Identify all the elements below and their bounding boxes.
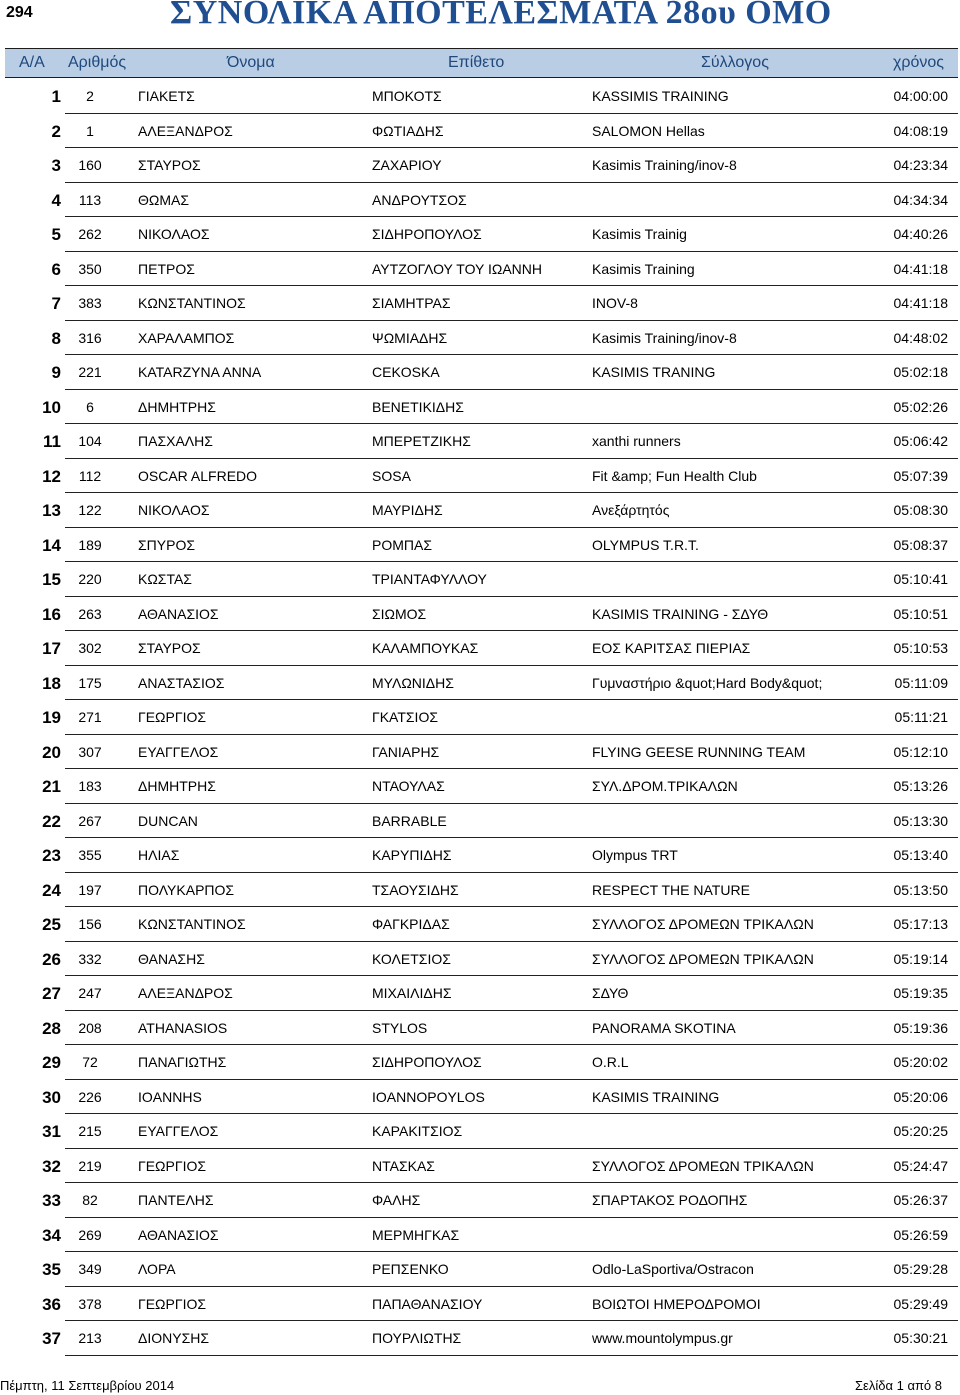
first-name: ΑΛΕΞΑΝΔΡΟΣ bbox=[138, 122, 233, 139]
last-name: ΣΙΔΗΡΟΠΟΥΛΟΣ bbox=[372, 1054, 482, 1070]
column-header-first-name: Όνομα bbox=[227, 54, 275, 71]
table-row bbox=[5, 976, 958, 1011]
last-name: ΦΩΤΙΑΔΗΣ bbox=[372, 122, 444, 139]
first-name: KATARZYNA ANNA bbox=[138, 364, 262, 380]
position-number: 24 bbox=[42, 880, 61, 900]
last-name: ΓΑΝΙΑΡΗΣ bbox=[372, 743, 440, 760]
table-row bbox=[5, 942, 958, 977]
last-name: ΜΙΧΑΙΛΙΔΗΣ bbox=[372, 985, 452, 1001]
bib-number: 226 bbox=[78, 1088, 102, 1105]
club-name: ΣΔΥΘ bbox=[592, 985, 629, 1001]
club-name: KASIMIS TRAINING - ΣΔΥΘ bbox=[592, 605, 769, 622]
club-name: ΣΠΑΡΤΑΚΟΣ ΡΟΔΟΠΗΣ bbox=[592, 1192, 748, 1208]
bib-number: 262 bbox=[78, 226, 102, 242]
bib-number: 332 bbox=[78, 950, 102, 967]
last-name: ΜΠΟΚΟΤΣ bbox=[372, 88, 442, 104]
club-name: RESPECT THE NATURE bbox=[592, 881, 750, 898]
last-name: SOSA bbox=[372, 467, 411, 484]
finish-time: 05:20:06 bbox=[893, 1088, 948, 1105]
first-name: ΣΠΥΡΟΣ bbox=[138, 536, 195, 553]
bib-number: 197 bbox=[78, 881, 102, 898]
position-number: 18 bbox=[42, 673, 61, 693]
results-table bbox=[5, 79, 958, 1356]
club-name: O.R.L bbox=[592, 1054, 629, 1070]
last-name: ΣΙΩΜΟΣ bbox=[372, 605, 427, 622]
last-name: ΚΟΛΕΤΣΙΟΣ bbox=[372, 950, 451, 967]
bib-number: 271 bbox=[78, 709, 102, 725]
last-name: STYLOS bbox=[372, 1019, 428, 1036]
first-name: ΕΥΑΓΓΕΛΟΣ bbox=[138, 743, 219, 760]
position-number: 15 bbox=[42, 570, 61, 589]
position-number: 32 bbox=[42, 1156, 61, 1176]
position-number: 10 bbox=[42, 397, 61, 417]
bib-number: 215 bbox=[78, 1123, 102, 1139]
table-row bbox=[5, 1114, 958, 1149]
column-header-aa: Α/Α bbox=[19, 54, 45, 71]
bib-number: 189 bbox=[78, 536, 102, 553]
table-row bbox=[5, 1045, 958, 1080]
club-name: www.mountolympus.gr bbox=[592, 1330, 733, 1346]
club-name: FLYING GEESE RUNNING TEAM bbox=[592, 743, 806, 760]
position-number: 14 bbox=[42, 535, 61, 555]
position-number: 25 bbox=[42, 915, 61, 934]
bib-number: 82 bbox=[82, 1192, 98, 1208]
first-name: ΣΤΑΥΡΟΣ bbox=[138, 157, 201, 173]
table-row bbox=[5, 1080, 958, 1115]
club-name: INOV-8 bbox=[592, 295, 638, 311]
first-name: IOANNHS bbox=[138, 1088, 202, 1105]
first-name: ΝΙΚΟΛΑΟΣ bbox=[138, 502, 210, 518]
first-name: ΑΘΑΝΑΣΙΟΣ bbox=[138, 1226, 219, 1243]
first-name: ΑΝΑΣΤΑΣΙΟΣ bbox=[138, 674, 225, 691]
bib-number: 156 bbox=[78, 916, 102, 932]
first-name: ΑΘΑΝΑΣΙΟΣ bbox=[138, 605, 219, 622]
last-name: ΖΑΧΑΡΙΟΥ bbox=[372, 157, 442, 173]
finish-time: 05:10:51 bbox=[893, 605, 948, 622]
table-row bbox=[5, 217, 958, 252]
last-name: ΑΥΤΖΟΓΛΟΥ ΤΟΥ ΙΩΑΝΝΗ bbox=[372, 260, 543, 277]
bib-number: 208 bbox=[78, 1019, 102, 1036]
bib-number: 104 bbox=[78, 433, 102, 449]
bib-number: 160 bbox=[78, 157, 102, 173]
first-name: ΑΛΕΞΑΝΔΡΟΣ bbox=[138, 985, 233, 1001]
first-name: ΣΤΑΥΡΟΣ bbox=[138, 640, 201, 656]
position-number: 23 bbox=[42, 846, 61, 865]
finish-time: 05:26:59 bbox=[893, 1226, 948, 1243]
finish-time: 05:08:37 bbox=[893, 536, 948, 553]
club-name: ΣΥΛΛΟΓΟΣ ΔΡΟΜΕΩΝ ΤΡΙΚΑΛΩΝ bbox=[592, 916, 814, 932]
finish-time: 05:30:21 bbox=[893, 1330, 948, 1346]
last-name: ΣΙΔΗΡΟΠΟΥΛΟΣ bbox=[372, 226, 482, 242]
first-name: ATHANASIOS bbox=[138, 1019, 228, 1036]
table-row bbox=[5, 355, 958, 390]
last-name: CEKOSKA bbox=[372, 364, 440, 380]
table-row bbox=[5, 873, 958, 908]
bib-number: 221 bbox=[78, 364, 102, 380]
first-name: OSCAR ALFREDO bbox=[138, 467, 258, 484]
club-name: Kasimis Trainig bbox=[592, 226, 687, 242]
club-name: KASIMIS TRANING bbox=[592, 364, 716, 380]
first-name: DUNCAN bbox=[138, 812, 198, 829]
first-name: ΠΟΛΥΚΑΡΠΟΣ bbox=[138, 881, 235, 898]
bib-number: 6 bbox=[86, 398, 94, 415]
finish-time: 05:17:13 bbox=[893, 916, 948, 932]
first-name: ΚΩΣΤΑΣ bbox=[138, 571, 192, 587]
position-number: 30 bbox=[42, 1087, 61, 1107]
table-row bbox=[5, 804, 958, 839]
finish-time: 04:08:19 bbox=[893, 122, 948, 139]
table-row bbox=[5, 769, 958, 804]
position-number: 9 bbox=[51, 363, 61, 382]
last-name: ΝΤΑΟΥΛΑΣ bbox=[372, 778, 445, 794]
table-row bbox=[5, 390, 958, 425]
last-name: ΦΑΛΗΣ bbox=[372, 1192, 421, 1208]
bib-number: 219 bbox=[78, 1157, 102, 1174]
position-number: 20 bbox=[42, 742, 61, 762]
last-name: ΚΑΡΥΠΙΔΗΣ bbox=[372, 847, 452, 863]
position-number: 37 bbox=[42, 1329, 61, 1348]
finish-time: 04:48:02 bbox=[893, 329, 948, 346]
bib-number: 349 bbox=[78, 1261, 102, 1277]
finish-time: 05:12:10 bbox=[893, 743, 948, 760]
finish-time: 05:13:40 bbox=[893, 847, 948, 863]
table-row bbox=[5, 286, 958, 321]
finish-time: 05:19:14 bbox=[893, 950, 948, 967]
position-number: 27 bbox=[42, 984, 61, 1003]
position-number: 35 bbox=[42, 1260, 61, 1279]
position-number: 4 bbox=[51, 190, 61, 210]
club-name: ΕΟΣ ΚΑΡΙΤΣΑΣ ΠΙΕΡΙΑΣ bbox=[592, 640, 751, 656]
position-number: 31 bbox=[42, 1122, 61, 1141]
position-number: 16 bbox=[42, 604, 61, 624]
position-number: 7 bbox=[51, 294, 61, 313]
table-row bbox=[5, 1183, 958, 1218]
last-name: ΠΟΥΡΛΙΩΤΗΣ bbox=[372, 1330, 462, 1346]
position-number: 21 bbox=[42, 777, 61, 796]
last-name: ΜΥΛΩΝΙΔΗΣ bbox=[372, 674, 454, 691]
footer-date: Πέμπτη, 11 Σεπτεμβρίου 2014 bbox=[0, 1378, 175, 1393]
position-number: 17 bbox=[42, 639, 61, 658]
bib-number: 72 bbox=[82, 1054, 98, 1070]
position-number: 5 bbox=[51, 225, 61, 244]
table-row bbox=[5, 252, 958, 287]
club-name: Olympus TRT bbox=[592, 847, 678, 863]
first-name: ΠΕΤΡΟΣ bbox=[138, 260, 195, 277]
total-count: 294 bbox=[6, 4, 33, 21]
last-name: ΜΠΕΡΕΤΖΙΚΗΣ bbox=[372, 433, 471, 449]
bib-number: 220 bbox=[78, 571, 102, 587]
last-name: ΣΙΑΜΗΤΡΑΣ bbox=[372, 295, 451, 311]
column-header-club: Σύλλογος bbox=[701, 54, 769, 71]
last-name: ΦΑΓΚΡΙΔΑΣ bbox=[372, 916, 450, 932]
table-row bbox=[5, 148, 958, 183]
table-row bbox=[5, 838, 958, 873]
club-name: ΒΟΙΩΤΟΙ ΗΜΕΡΟΔΡΟΜΟΙ bbox=[592, 1295, 761, 1312]
table-row bbox=[5, 1287, 958, 1322]
position-number: 26 bbox=[42, 949, 61, 969]
club-name: Fit &amp; Fun Health Club bbox=[592, 467, 757, 484]
bib-number: 302 bbox=[78, 640, 102, 656]
position-number: 3 bbox=[51, 156, 61, 175]
position-number: 28 bbox=[42, 1018, 61, 1038]
first-name: ΔΗΜΗΤΡΗΣ bbox=[138, 778, 216, 794]
club-name: SALOMON Hellas bbox=[592, 122, 705, 139]
finish-time: 05:08:30 bbox=[893, 502, 948, 518]
first-name: ΝΙΚΟΛΑΟΣ bbox=[138, 226, 210, 242]
first-name: ΠΑΝΤΕΛΗΣ bbox=[138, 1192, 214, 1208]
finish-time: 05:13:30 bbox=[893, 812, 948, 829]
finish-time: 05:10:53 bbox=[893, 640, 948, 656]
club-name: ΣΥΛΛΟΓΟΣ ΔΡΟΜΕΩΝ ΤΡΙΚΑΛΩΝ bbox=[592, 950, 814, 967]
club-name: ΣΥΛΛΟΓΟΣ ΔΡΟΜΕΩΝ ΤΡΙΚΑΛΩΝ bbox=[592, 1157, 814, 1174]
last-name: BARRABLE bbox=[372, 812, 447, 829]
first-name: ΓΕΩΡΓΙΟΣ bbox=[138, 1157, 206, 1174]
table-row bbox=[5, 1149, 958, 1184]
position-number: 34 bbox=[42, 1225, 61, 1245]
column-header-time: χρόνος bbox=[893, 54, 945, 71]
position-number: 33 bbox=[42, 1191, 61, 1210]
first-name: ΚΩΝΣΤΑΝΤΙΝΟΣ bbox=[138, 916, 246, 932]
bib-number: 1 bbox=[86, 122, 94, 139]
position-number: 11 bbox=[43, 432, 61, 451]
finish-time: 05:13:26 bbox=[893, 778, 948, 794]
finish-time: 05:24:47 bbox=[893, 1157, 948, 1174]
club-name: xanthi runners bbox=[592, 433, 681, 449]
finish-time: 04:00:00 bbox=[893, 88, 948, 104]
finish-time: 05:19:36 bbox=[893, 1019, 948, 1036]
last-name: ΜΑΥΡΙΔΗΣ bbox=[372, 502, 443, 518]
table-row bbox=[5, 79, 958, 114]
first-name: ΕΥΑΓΓΕΛΟΣ bbox=[138, 1123, 219, 1139]
finish-time: 05:19:35 bbox=[893, 985, 948, 1001]
finish-time: 05:11:09 bbox=[894, 674, 948, 691]
table-row bbox=[5, 700, 958, 735]
position-number: 2 bbox=[51, 121, 61, 141]
position-number: 1 bbox=[51, 87, 61, 106]
club-name: Kasimis Training bbox=[592, 260, 695, 277]
club-name: Odlo-LaSportiva/Ostracon bbox=[592, 1261, 754, 1277]
last-name: ΜΕΡΜΗΓΚΑΣ bbox=[372, 1226, 460, 1243]
table-row bbox=[5, 597, 958, 632]
position-number: 12 bbox=[42, 466, 61, 486]
column-header-number: Αριθμός bbox=[68, 54, 127, 71]
last-name: ΒΕΝΕΤΙΚΙΔΗΣ bbox=[372, 398, 464, 415]
finish-time: 05:11:21 bbox=[894, 709, 948, 725]
last-name: IOANNOPOYLOS bbox=[372, 1088, 485, 1105]
finish-time: 05:20:25 bbox=[893, 1123, 948, 1139]
first-name: ΛΟΡΑ bbox=[138, 1261, 176, 1277]
first-name: ΓΕΩΡΓΙΟΣ bbox=[138, 709, 206, 725]
finish-time: 04:34:34 bbox=[893, 191, 948, 208]
position-number: 13 bbox=[42, 501, 61, 520]
column-header-last-name: Επίθετο bbox=[448, 54, 505, 71]
club-name: Kasimis Training/inov-8 bbox=[592, 329, 737, 346]
last-name: ΚΑΡΑΚΙΤΣΙΟΣ bbox=[372, 1123, 463, 1139]
table-row bbox=[5, 1321, 958, 1356]
first-name: ΘΩΜΑΣ bbox=[138, 191, 190, 208]
last-name: ΤΣΑΟΥΣΙΔΗΣ bbox=[372, 881, 459, 898]
bib-number: 263 bbox=[78, 605, 102, 622]
bib-number: 307 bbox=[78, 743, 102, 760]
bib-number: 2 bbox=[86, 88, 94, 104]
finish-time: 05:20:02 bbox=[893, 1054, 948, 1070]
last-name: ΑΝΔΡΟΥΤΣΟΣ bbox=[372, 191, 467, 208]
table-row bbox=[5, 562, 958, 597]
footer-page-number: Σελίδα 1 από 8 bbox=[855, 1378, 942, 1393]
bib-number: 213 bbox=[78, 1330, 102, 1346]
last-name: ΨΩΜΙΑΔΗΣ bbox=[372, 329, 448, 346]
position-number: 36 bbox=[42, 1294, 61, 1314]
finish-time: 05:26:37 bbox=[893, 1192, 948, 1208]
page-title: ΣΥΝΟΛΙΚΑ ΑΠΟΤΕΛΕΣΜΑΤΑ 28ου ΟΜΟ bbox=[170, 0, 832, 31]
last-name: ΓΚΑΤΣΙΟΣ bbox=[372, 709, 438, 725]
table-row bbox=[5, 666, 958, 701]
finish-time: 05:10:41 bbox=[893, 571, 948, 587]
bib-number: 378 bbox=[78, 1295, 102, 1312]
club-name: PANORAMA SKOTINA bbox=[592, 1019, 736, 1036]
last-name: ΠΑΠΑΘΑΝΑΣΙΟΥ bbox=[372, 1295, 483, 1312]
club-name: Γυμναστήριο &quot;Hard Body&quot; bbox=[592, 674, 823, 691]
first-name: ΓΙΑΚΕΤΣ bbox=[138, 88, 195, 104]
first-name: ΗΛΙΑΣ bbox=[138, 847, 180, 863]
first-name: ΘΑΝΑΣΗΣ bbox=[138, 950, 205, 967]
last-name: ΡΟΜΠΑΣ bbox=[372, 536, 432, 553]
position-number: 8 bbox=[51, 328, 61, 348]
table-row bbox=[5, 424, 958, 459]
bib-number: 383 bbox=[78, 295, 102, 311]
table-row bbox=[5, 1252, 958, 1287]
first-name: ΧΑΡΑΛΑΜΠΟΣ bbox=[138, 329, 235, 346]
table-row bbox=[5, 735, 958, 770]
bib-number: 183 bbox=[78, 778, 102, 794]
table-row bbox=[5, 1011, 958, 1046]
club-name: KASIMIS TRAINING bbox=[592, 1088, 720, 1105]
finish-time: 05:29:49 bbox=[893, 1295, 948, 1312]
first-name: ΓΕΩΡΓΙΟΣ bbox=[138, 1295, 206, 1312]
bib-number: 112 bbox=[78, 467, 102, 484]
club-name: Kasimis Training/inov-8 bbox=[592, 157, 737, 173]
club-name: OLYMPUS T.R.T. bbox=[592, 536, 699, 553]
last-name: ΤΡΙΑΝΤΑΦΥΛΛΟΥ bbox=[372, 571, 487, 587]
last-name: ΝΤΑΣΚΑΣ bbox=[372, 1157, 435, 1174]
position-number: 6 bbox=[51, 259, 61, 279]
last-name: ΡΕΠΣΕΝΚΟ bbox=[372, 1261, 449, 1277]
club-name: KASSIMIS TRAINING bbox=[592, 88, 729, 104]
finish-time: 05:06:42 bbox=[893, 433, 948, 449]
position-number: 29 bbox=[42, 1053, 61, 1072]
table-row bbox=[5, 321, 958, 356]
table-row bbox=[5, 631, 958, 666]
finish-time: 04:41:18 bbox=[893, 295, 948, 311]
table-row bbox=[5, 528, 958, 563]
finish-time: 05:07:39 bbox=[893, 467, 948, 484]
bib-number: 350 bbox=[78, 260, 102, 277]
finish-time: 04:40:26 bbox=[893, 226, 948, 242]
bib-number: 269 bbox=[78, 1226, 102, 1243]
bib-number: 355 bbox=[78, 847, 102, 863]
last-name: ΚΑΛΑΜΠΟΥΚΑΣ bbox=[372, 640, 479, 656]
first-name: ΠΑΝΑΓΙΩΤΗΣ bbox=[138, 1054, 227, 1070]
first-name: ΠΑΣΧΑΛΗΣ bbox=[138, 433, 213, 449]
position-number: 22 bbox=[42, 811, 61, 831]
finish-time: 05:13:50 bbox=[893, 881, 948, 898]
table-row bbox=[5, 1218, 958, 1253]
bib-number: 122 bbox=[78, 502, 102, 518]
first-name: ΔΗΜΗΤΡΗΣ bbox=[138, 398, 216, 415]
table-row bbox=[5, 183, 958, 218]
bib-number: 267 bbox=[78, 812, 102, 829]
table-row bbox=[5, 493, 958, 528]
document-header bbox=[0, 0, 960, 46]
table-row bbox=[5, 114, 958, 149]
position-number: 19 bbox=[42, 708, 61, 727]
table-row bbox=[5, 459, 958, 494]
first-name: ΚΩΝΣΤΑΝΤΙΝΟΣ bbox=[138, 295, 246, 311]
finish-time: 04:41:18 bbox=[893, 260, 948, 277]
table-header bbox=[5, 48, 958, 78]
finish-time: 05:02:26 bbox=[893, 398, 948, 415]
bib-number: 247 bbox=[78, 985, 102, 1001]
table-row bbox=[5, 907, 958, 942]
bib-number: 316 bbox=[78, 329, 102, 346]
first-name: ΔΙΟΝΥΣΗΣ bbox=[138, 1330, 209, 1346]
bib-number: 175 bbox=[78, 674, 102, 691]
finish-time: 05:29:28 bbox=[893, 1261, 948, 1277]
finish-time: 04:23:34 bbox=[893, 157, 948, 173]
club-name: ΣΥΛ.ΔΡΟΜ.ΤΡΙΚΑΛΩΝ bbox=[592, 778, 738, 794]
bib-number: 113 bbox=[78, 191, 102, 208]
finish-time: 05:02:18 bbox=[893, 364, 948, 380]
club-name: Ανεξάρτητός bbox=[592, 502, 670, 518]
